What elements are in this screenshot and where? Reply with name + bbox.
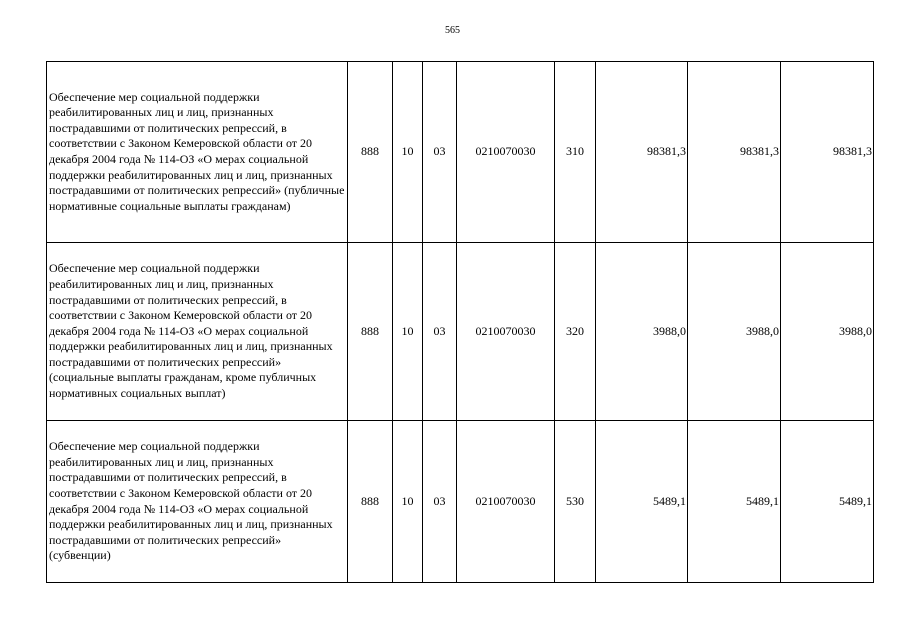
table-row xyxy=(47,62,874,243)
target-article-cell: 0210070030 xyxy=(457,62,555,243)
subsection-cell: 03 xyxy=(423,421,457,583)
expense-type-cell: 530 xyxy=(555,421,596,583)
page-number: 565 xyxy=(445,25,460,36)
amount-2-cell: 3988,0 xyxy=(688,243,781,421)
section-cell: 10 xyxy=(393,62,423,243)
subsection-cell: 03 xyxy=(423,62,457,243)
target-article-cell: 0210070030 xyxy=(457,421,555,583)
table-row xyxy=(47,421,874,583)
description-cell: Обеспечение мер социальной поддержки реабилитированных лиц и лиц, признанных пострадавшими от политических репрессий, в соответствии с Законом Кемеровской области от 20 декабря 2004 года № 114-ОЗ «О мерах социальной поддержки реабилитированных лиц и лиц, признанных пострадавшими от политических репрессий» (субвенции) xyxy=(47,421,348,583)
amount-3-cell: 98381,3 xyxy=(781,62,874,243)
ministry-code-cell: 888 xyxy=(348,62,393,243)
amount-1-cell: 3988,0 xyxy=(596,243,688,421)
target-article-cell: 0210070030 xyxy=(457,243,555,421)
ministry-code-cell: 888 xyxy=(348,243,393,421)
amount-2-cell: 98381,3 xyxy=(688,62,781,243)
description-cell: Обеспечение мер социальной поддержки реабилитированных лиц и лиц, признанных пострадавшими от политических репрессий, в соответствии с Законом Кемеровской области от 20 декабря 2004 года № 114-ОЗ «О мерах социальной поддержки реабилитированных лиц и лиц, признанных пострадавшими от политических репрессий» (публичные нормативные социальные выплаты гражданам) xyxy=(47,62,348,243)
amount-2-cell: 5489,1 xyxy=(688,421,781,583)
amount-1-cell: 98381,3 xyxy=(596,62,688,243)
budget-table xyxy=(46,61,874,583)
expense-type-cell: 310 xyxy=(555,62,596,243)
table-row xyxy=(47,243,874,421)
ministry-code-cell: 888 xyxy=(348,421,393,583)
section-cell: 10 xyxy=(393,421,423,583)
amount-3-cell: 3988,0 xyxy=(781,243,874,421)
section-cell: 10 xyxy=(393,243,423,421)
description-cell: Обеспечение мер социальной поддержки реабилитированных лиц и лиц, признанных пострадавшими от политических репрессий, в соответствии с Законом Кемеровской области от 20 декабря 2004 года № 114-ОЗ «О мерах социальной поддержки реабилитированных лиц и лиц, признанных пострадавшими от политических репрессий» (социальные выплаты гражданам, кроме публичных нормативных социальных выплат) xyxy=(47,243,348,421)
expense-type-cell: 320 xyxy=(555,243,596,421)
amount-1-cell: 5489,1 xyxy=(596,421,688,583)
subsection-cell: 03 xyxy=(423,243,457,421)
amount-3-cell: 5489,1 xyxy=(781,421,874,583)
